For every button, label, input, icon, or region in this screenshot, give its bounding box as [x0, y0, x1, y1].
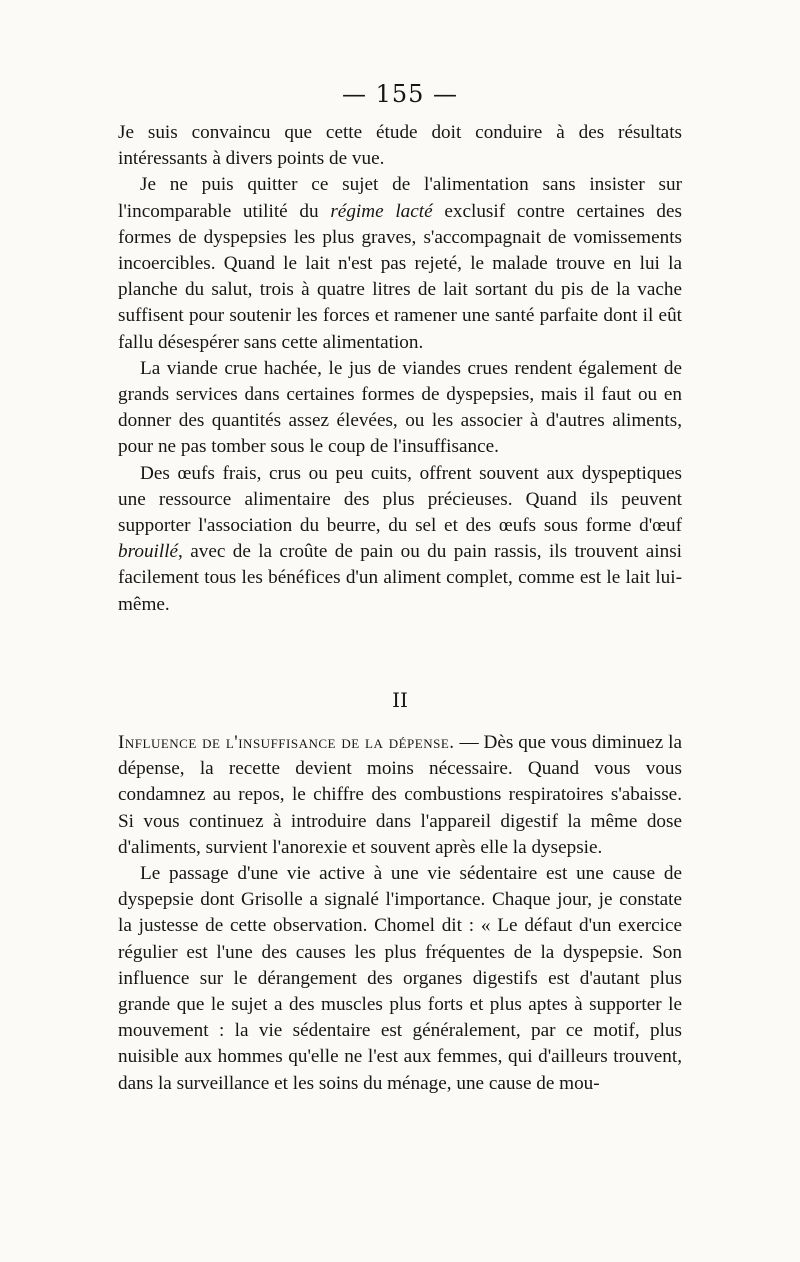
section-heading: Influence de l'insuffisance de la dépense. — [118, 732, 455, 753]
paragraph: Des œufs frais, crus ou peu cuits, offrent souvent aux dyspeptiques une ressource alimentaire des plus précieuses. Quand ils peuvent supporter l'association du beurre, du sel et des œufs sous forme d'œuf brouillé, avec de la croûte de pain ou du pain rassis, ils trouvent ainsi facilement tous les bénéfices d'un aliment complet, comme est le lait lui-même. — [118, 462, 682, 615]
paragraph: Le passage d'une vie active à une vie sédentaire est une cause de dyspepsie dont Grisolle a signalé l'importance. Chaque jour, je constate la justesse de cette observation. Chomel dit : « Le défaut d'un exercice régulier est l'une des causes les plus fréquentes de la dyspepsie. Son influence sur le dérangement des organes digestifs est d'autant plus grande que le sujet a des muscles plus forts et plus aptes à supporter le mouvement : la vie sédentaire est généralement, par ce motif, plus nuisible aux hommes qu'elle ne l'est aux femmes, qui d'ailleurs trouvent, dans la surveillance et les soins du ménage, une cause de mou- — [118, 863, 682, 1094]
paragraph: Je ne puis quitter ce sujet de l'alimentation sans insister sur l'incomparable utilité du régime lacté exclusif contre certaines des formes de dyspepsies les plus graves, s'accompagnait de vomissements incoercibles. Quand le lait n'est pas rejeté, le malade trouve en lui la planche du salut, trois à quatre litres de lait sortant du pis de la vache suffisent pour soutenir les forces et ramener une santé parfaite dont il eût fallu désespérer sans cette alimentation. — [118, 174, 682, 353]
text-block-top — [118, 120, 682, 618]
paragraph: Je suis convaincu que cette étude doit conduire à des résultats intéressants à divers points de vue. — [118, 122, 682, 170]
paragraph: Influence de l'insuffisance de la dépense. — Dès que vous diminuez la dépense, la recette devient moins nécessaire. Quand vous vous condamnez au repos, le chiffre des combustions respiratoires s'abaisse. Si vous continuez à introduire dans l'appareil digestif la même dose d'aliments, survient l'anorexie et souvent après elle la dysepsie. — [118, 732, 683, 858]
italic-term: régime lacté — [330, 200, 433, 222]
page-number: — 155 — — [341, 80, 459, 108]
italic-term: brouillé — [118, 541, 179, 563]
paragraph: La viande crue hachée, le jus de viandes crues rendent également de grands services dans certaines formes de dyspepsies, mais il faut ou en donner des quantités assez élevées, ou les associer à d'autres aliments, pour ne pas tomber sous le coup de l'insuffisance. — [118, 357, 682, 458]
section-numeral: II — [392, 688, 408, 712]
text-block-bottom — [118, 730, 682, 1097]
